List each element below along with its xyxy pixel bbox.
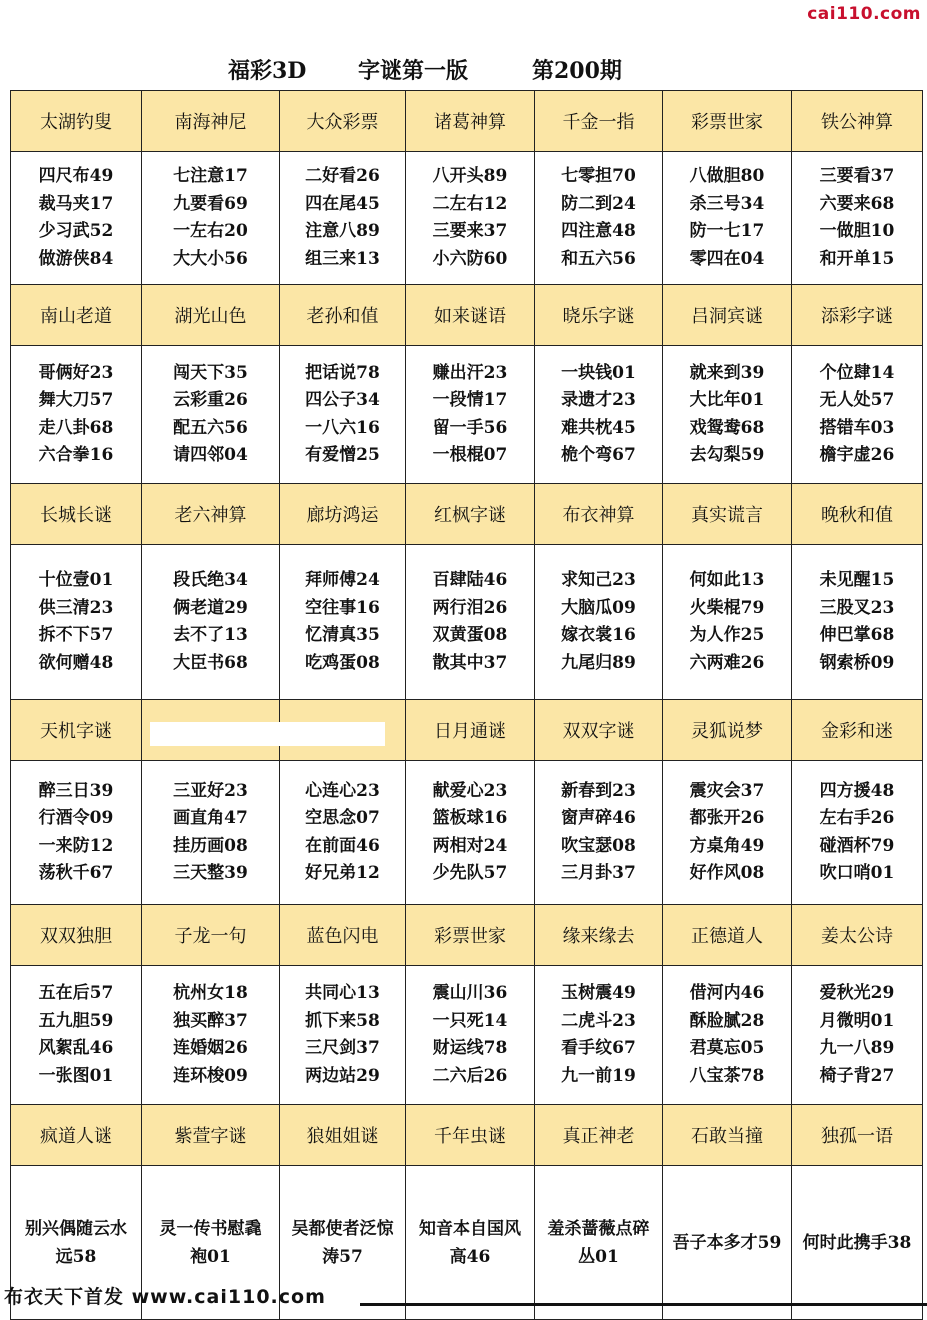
riddle-line: 走八卦68 [38, 417, 114, 438]
riddle-cell [663, 966, 792, 1105]
riddle-line: 搭错车03 [819, 417, 895, 438]
riddle-line: 忆清真35 [305, 625, 380, 645]
riddle-line: 有爱憎25 [305, 445, 380, 465]
riddle-line: 在前面46 [305, 835, 380, 856]
riddle-cell [11, 545, 142, 700]
site-watermark: cai110.com [807, 4, 921, 24]
riddle-line: 远58 [55, 1246, 97, 1267]
riddle-line: 抓下来58 [305, 1010, 380, 1031]
riddle-cell [11, 966, 142, 1105]
riddle-line: 拆不下57 [38, 625, 114, 645]
riddle-cell [535, 966, 663, 1105]
riddle-line: 八宝茶78 [689, 1065, 765, 1086]
riddle-line: 去不了13 [173, 625, 248, 645]
riddle-line: 君莫忘05 [689, 1038, 765, 1058]
riddle-line: 舞大刀57 [38, 390, 114, 410]
riddle-line: 火柴棍79 [689, 597, 765, 618]
column-author-header: 金彩和迷 [792, 700, 923, 761]
riddle-line: 配五六56 [173, 417, 248, 438]
column-author-header: 老六神算 [142, 484, 280, 545]
riddle-line: 空思念07 [305, 808, 380, 828]
riddle-line: 个位肆14 [819, 362, 895, 383]
riddle-line: 震山川36 [432, 983, 508, 1003]
column-author-header: 真正神老 [535, 1105, 663, 1166]
riddle-cell [406, 152, 535, 285]
riddle-line: 都张开26 [689, 808, 765, 828]
column-author-header: 吕洞宾谜 [663, 285, 792, 346]
riddle-line: 一张图01 [38, 1065, 114, 1086]
riddle-line: 无人处57 [819, 390, 895, 410]
footer [0, 1282, 927, 1308]
column-author-header: 诸葛神算 [406, 91, 535, 152]
column-author-header: 双双字谜 [535, 700, 663, 761]
column-author-header: 正德道人 [663, 905, 792, 966]
riddle-cell [663, 761, 792, 905]
riddle-line: 求知己23 [561, 570, 636, 590]
riddle-cell [11, 346, 142, 484]
column-author-header: 廊坊鸿运 [280, 484, 406, 545]
riddle-line: 九一前19 [561, 1065, 636, 1086]
header-row [11, 285, 923, 346]
riddle-line: 财运线78 [432, 1038, 508, 1058]
riddle-row [11, 545, 923, 700]
column-author-header: 长城长谜 [11, 484, 142, 545]
riddle-line: 爱秋光29 [819, 983, 895, 1003]
column-author-header: 添彩字谜 [792, 285, 923, 346]
riddle-line: 一段情17 [432, 390, 508, 410]
riddle-line: 供三清23 [38, 597, 114, 618]
footer-rule [360, 1303, 927, 1306]
riddle-line: 嫁衣裳16 [561, 625, 636, 645]
header-row [11, 484, 923, 545]
column-author-header: 彩票世家 [663, 91, 792, 152]
riddle-line: 去勾梨59 [689, 445, 765, 465]
riddle-line: 何时此携手38 [802, 1232, 912, 1253]
riddle-line: 碰酒杯79 [819, 835, 895, 856]
riddle-line: 吾子本多才59 [672, 1232, 782, 1253]
riddle-cell [406, 346, 535, 484]
riddle-cell [11, 152, 142, 285]
riddle-line: 一左右20 [173, 221, 248, 241]
riddle-line: 戏鸳鸯68 [689, 417, 765, 438]
column-author-header: 姜太公诗 [792, 905, 923, 966]
header-row [11, 1105, 923, 1166]
column-author-header: 老孙和值 [280, 285, 406, 346]
riddle-line: 组三来13 [305, 248, 380, 269]
riddle-row [11, 966, 923, 1105]
riddle-line: 独买醉37 [173, 1010, 248, 1031]
riddle-line: 画直角47 [173, 808, 248, 828]
riddle-line: 三股叉23 [819, 597, 895, 618]
riddle-line: 一只死14 [432, 1010, 508, 1031]
riddle-cell [663, 152, 792, 285]
riddle-line: 灵一传书慰毳 [159, 1218, 262, 1239]
column-author-header: 子龙一句 [142, 905, 280, 966]
riddle-line: 小六防60 [432, 248, 508, 269]
riddle-line: 为人作25 [689, 625, 765, 645]
column-author-header: 铁公神算 [792, 91, 923, 152]
riddle-line: 吹口哨01 [819, 863, 895, 883]
riddle-line: 裁马夹17 [38, 193, 114, 214]
footer-text: 布衣天下首发 www.cai110.com [4, 1286, 326, 1308]
riddle-cell [792, 966, 923, 1105]
riddle-line: 大脑瓜09 [561, 597, 636, 618]
riddle-line: 少习武52 [38, 221, 114, 241]
riddle-cell [406, 966, 535, 1105]
column-author-header: 湖光山色 [142, 285, 280, 346]
riddle-line: 八做胆80 [689, 166, 765, 186]
riddle-line: 吴都使者泛惊 [291, 1218, 394, 1239]
riddle-line: 看手纹67 [561, 1038, 636, 1058]
header-row [11, 700, 923, 761]
riddle-line: 好作风08 [689, 863, 765, 883]
riddle-cell [142, 152, 280, 285]
riddle-grid [10, 90, 923, 1320]
column-author-header: 晓乐字谜 [535, 285, 663, 346]
riddle-line: 录遗才23 [561, 390, 636, 410]
column-author-header: 真实谎言 [663, 484, 792, 545]
riddle-line: 二虎斗23 [561, 1010, 636, 1031]
riddle-row [11, 761, 923, 905]
riddle-line: 空往事16 [305, 597, 380, 618]
riddle-line: 荡秋千67 [38, 863, 114, 883]
column-author-header: 千年虫谜 [406, 1105, 535, 1166]
riddle-line: 酥脸腻28 [689, 1010, 765, 1031]
riddle-line: 百肆陆46 [432, 570, 508, 590]
riddle-line: 未见醒15 [819, 570, 895, 590]
riddle-cell [280, 761, 406, 905]
riddle-line: 醉三日39 [38, 780, 114, 801]
riddle-line: 钢索桥09 [819, 652, 895, 673]
riddle-line: 四注意48 [561, 221, 636, 241]
riddle-line: 两相对24 [432, 835, 508, 856]
riddle-line: 挂历画08 [173, 835, 248, 856]
riddle-line: 六合拳16 [38, 445, 114, 465]
riddle-line: 四方援48 [819, 780, 895, 801]
riddle-line: 四在尾45 [305, 193, 380, 214]
column-author-header: 狼姐姐谜 [280, 1105, 406, 1166]
riddle-line: 窗声碎46 [561, 808, 636, 828]
header-row [11, 905, 923, 966]
riddle-line: 四尺布49 [38, 166, 114, 186]
riddle-line: 袍01 [190, 1246, 231, 1267]
riddle-line: 俩老道29 [173, 597, 248, 618]
riddle-line: 十位壹01 [38, 570, 114, 590]
riddle-line: 赚出汗23 [432, 362, 508, 383]
riddle-cell [535, 346, 663, 484]
riddle-line: 杭州女18 [173, 983, 248, 1003]
riddle-cell [406, 545, 535, 700]
column-author-header: 灵狐说梦 [663, 700, 792, 761]
riddle-line: 就来到39 [689, 362, 765, 383]
riddle-line: 吹宝瑟08 [561, 835, 636, 856]
riddle-line: 两边站29 [305, 1065, 380, 1086]
riddle-cell [11, 761, 142, 905]
riddle-line: 高46 [449, 1246, 491, 1267]
riddle-cell [280, 545, 406, 700]
riddle-line: 四公子34 [305, 390, 380, 410]
column-author-header: 如来谜语 [406, 285, 535, 346]
riddle-line: 别兴偶随云水 [25, 1218, 127, 1239]
riddle-line: 一根棍07 [432, 445, 508, 465]
riddle-line: 二左右12 [432, 193, 508, 214]
riddle-line: 双黄蛋08 [432, 625, 508, 645]
column-author-header: 千金一指 [535, 91, 663, 152]
riddle-cell [142, 545, 280, 700]
title-lottery: 福彩3D [228, 58, 307, 84]
column-author-header: 天机字谜 [11, 700, 142, 761]
riddle-cell [663, 346, 792, 484]
riddle-line: 椅子背27 [819, 1065, 895, 1086]
riddle-line: 一八六16 [305, 417, 380, 438]
riddle-line: 零四在04 [689, 248, 765, 269]
riddle-line: 吃鸡蛋08 [305, 652, 380, 673]
riddle-line: 五九胆59 [38, 1010, 114, 1031]
riddle-line: 连环梭09 [173, 1065, 248, 1086]
riddle-line: 八开头89 [432, 166, 508, 186]
riddle-line: 九尾归89 [561, 652, 636, 673]
column-author-header: 彩票世家 [406, 905, 535, 966]
riddle-line: 大臣书68 [173, 652, 248, 673]
column-author-header: 石敢当撞 [663, 1105, 792, 1166]
riddle-cell [142, 966, 280, 1105]
riddle-cell [792, 761, 923, 905]
riddle-line: 玉树震49 [561, 983, 636, 1003]
column-author-header: 蓝色闪电 [280, 905, 406, 966]
riddle-cell [142, 346, 280, 484]
column-author-header: 日月通谜 [406, 700, 535, 761]
scan-smudge [150, 722, 385, 746]
title-issue: 第200期 [532, 58, 622, 84]
riddle-line: 两行泪26 [432, 597, 508, 618]
riddle-line: 二六后26 [432, 1065, 508, 1086]
riddle-cell [280, 152, 406, 285]
riddle-row [11, 152, 923, 285]
riddle-line: 防二到24 [561, 193, 636, 214]
riddle-line: 闯天下35 [173, 362, 248, 383]
riddle-line: 二好看26 [305, 166, 380, 186]
riddle-line: 七零担70 [561, 166, 636, 186]
riddle-line: 共同心13 [305, 983, 380, 1003]
column-author-header: 紫萱字谜 [142, 1105, 280, 1166]
riddle-line: 好兄弟12 [305, 863, 380, 883]
riddle-cell [792, 545, 923, 700]
riddle-line: 难共枕45 [561, 417, 636, 438]
riddle-line: 大大小56 [173, 248, 248, 269]
riddle-line: 三亚好23 [173, 780, 248, 801]
riddle-line: 左右手26 [819, 808, 895, 828]
riddle-line: 少先队57 [432, 863, 508, 883]
riddle-line: 大比年01 [689, 390, 765, 410]
riddle-line: 心连心23 [305, 780, 380, 801]
riddle-line: 把话说78 [305, 362, 380, 383]
riddle-cell [792, 152, 923, 285]
riddle-cell [142, 761, 280, 905]
riddle-line: 三尺剑37 [305, 1038, 380, 1058]
riddle-line: 和五六56 [561, 248, 636, 269]
riddle-line: 桅个弯67 [561, 445, 636, 465]
page-title [0, 54, 927, 90]
riddle-line: 三要来37 [432, 221, 508, 241]
riddle-line: 和开单15 [819, 248, 895, 269]
riddle-line: 方桌角49 [689, 835, 765, 856]
riddle-line: 段氏绝34 [173, 570, 248, 590]
riddle-line: 何如此13 [689, 570, 765, 590]
riddle-cell [792, 346, 923, 484]
column-author-header: 大众彩票 [280, 91, 406, 152]
column-author-header: 晚秋和值 [792, 484, 923, 545]
riddle-line: 献爱心23 [432, 780, 508, 801]
riddle-line: 羞杀蔷薇点碎 [547, 1218, 650, 1239]
riddle-row [11, 346, 923, 484]
riddle-line: 七注意17 [173, 166, 248, 186]
riddle-line: 借河内46 [689, 983, 765, 1003]
riddle-cell [280, 966, 406, 1105]
riddle-cell [535, 545, 663, 700]
riddle-line: 杀三号34 [689, 193, 765, 214]
riddle-line: 一块钱01 [561, 362, 636, 383]
column-author-header: 红枫字谜 [406, 484, 535, 545]
riddle-line: 请四邻04 [173, 445, 248, 465]
column-author-header: 双双独胆 [11, 905, 142, 966]
riddle-line: 拜师傅24 [305, 570, 380, 590]
column-author-header: 布衣神算 [535, 484, 663, 545]
riddle-line: 九要看69 [173, 193, 248, 214]
riddle-cell [406, 761, 535, 905]
riddle-line: 知音本自国风 [419, 1218, 521, 1239]
riddle-line: 一来防12 [38, 835, 114, 856]
header-row [11, 91, 923, 152]
riddle-line: 留一手56 [432, 417, 508, 438]
riddle-line: 欲何赠48 [38, 652, 114, 673]
riddle-line: 丛01 [578, 1246, 619, 1267]
column-author-header: 疯道人谜 [11, 1105, 142, 1166]
column-author-header: 太湖钓叟 [11, 91, 142, 152]
riddle-line: 檐宇虚26 [819, 445, 895, 465]
riddle-line: 防一七17 [689, 221, 765, 241]
riddle-line: 篮板球16 [432, 808, 508, 828]
riddle-cell [535, 761, 663, 905]
riddle-line: 三天整39 [173, 863, 248, 883]
riddle-line: 涛57 [322, 1246, 363, 1267]
riddle-line: 月微明01 [819, 1010, 895, 1031]
column-author-header: 缘来缘去 [535, 905, 663, 966]
riddle-line: 做游侠84 [38, 248, 114, 269]
riddle-line: 散其中37 [432, 652, 508, 673]
riddle-line: 三月卦37 [561, 863, 636, 883]
riddle-line: 九一八89 [819, 1038, 895, 1058]
riddle-line: 新春到23 [561, 780, 636, 801]
riddle-line: 连婚姻26 [173, 1038, 248, 1058]
column-author-header: 独孤一语 [792, 1105, 923, 1166]
riddle-line: 哥俩好23 [38, 362, 114, 383]
riddle-line: 云彩重26 [173, 390, 248, 410]
riddle-line: 伸巴掌68 [819, 625, 895, 645]
riddle-cell [535, 152, 663, 285]
title-edition: 字谜第一版 [358, 58, 469, 84]
riddle-line: 震灾会37 [689, 780, 765, 801]
riddle-cell [663, 545, 792, 700]
riddle-line: 三要看37 [819, 166, 895, 186]
column-author-header: 南海神尼 [142, 91, 280, 152]
riddle-cell [280, 346, 406, 484]
riddle-line: 行酒令09 [38, 808, 114, 828]
riddle-line: 一做胆10 [819, 221, 895, 241]
riddle-line: 风絮乱46 [38, 1038, 114, 1058]
riddle-line: 六两难26 [689, 652, 765, 673]
riddle-line: 六要来68 [819, 193, 895, 214]
column-author-header: 南山老道 [11, 285, 142, 346]
riddle-line: 五在后57 [38, 983, 114, 1003]
riddle-line: 注意八89 [305, 221, 380, 241]
